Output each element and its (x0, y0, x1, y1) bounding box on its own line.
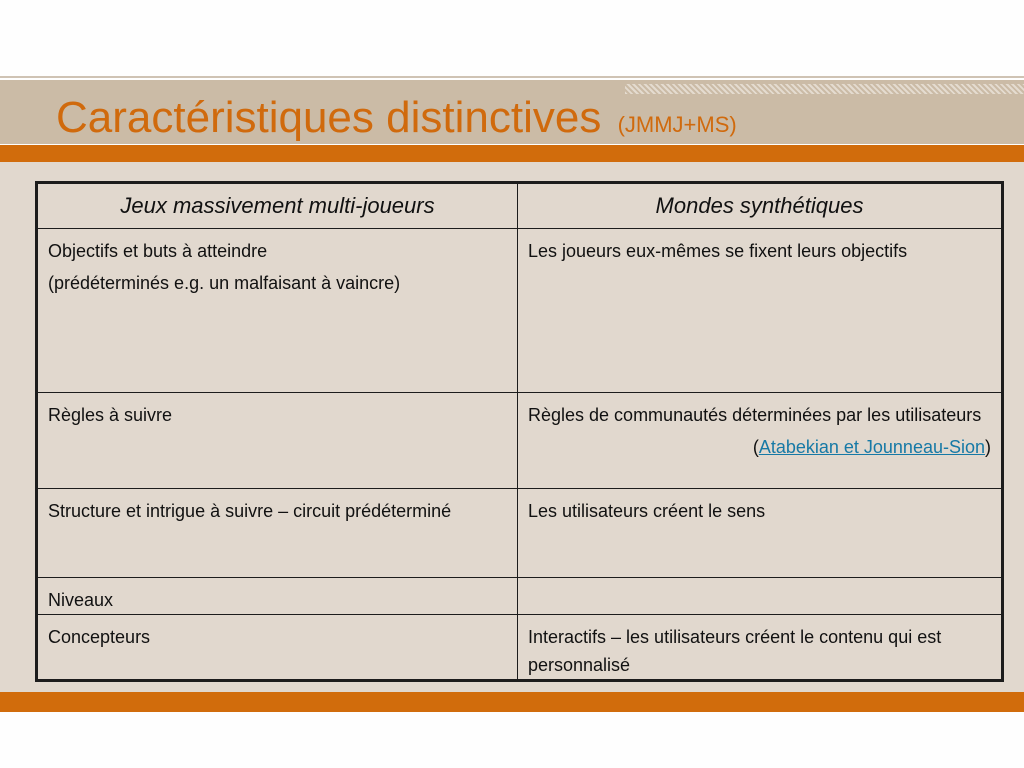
comparison-table (35, 181, 1004, 682)
cell-text: Niveaux (48, 590, 114, 610)
cell-text: (prédéterminés e.g. un malfaisant à vaincre) (48, 273, 401, 293)
table-row (37, 578, 1003, 615)
cell-text: Règles à suivre (48, 405, 173, 425)
table-row (37, 229, 1003, 393)
cell-right (518, 489, 1003, 578)
header-synthetic-worlds: Mondes synthétiques (518, 183, 1003, 229)
cell-left (37, 229, 518, 393)
cell-right (518, 229, 1003, 393)
reference (528, 433, 991, 461)
table-row (37, 393, 1003, 489)
reference-link[interactable]: Atabekian et Jounneau-Sion (758, 437, 985, 457)
reference-open-paren: ( (752, 437, 759, 457)
cell-text: Interactifs – les utilisateurs créent le contenu qui est personnalisé (528, 627, 942, 675)
cell-text: Les utilisateurs créent le sens (528, 501, 766, 521)
cell-text: Les joueurs eux-mêmes se fixent leurs objectifs (528, 241, 908, 261)
cell-left (37, 578, 518, 615)
slide-title-text: Caractéristiques distinctives (56, 93, 602, 142)
cell-right (518, 615, 1003, 681)
table-row (37, 615, 1003, 681)
orange-bar-bottom (0, 692, 1024, 712)
slide-title (56, 92, 737, 151)
header-mmog: Jeux massivement multi-joueurs (37, 183, 518, 229)
cell-right (518, 578, 1003, 615)
table-row (37, 489, 1003, 578)
cell-text: Règles de communautés déterminées par les utilisateurs (528, 405, 982, 425)
cell-left (37, 489, 518, 578)
cell-text: Objectifs et buts à atteindre (48, 241, 268, 261)
cell-left (37, 615, 518, 681)
slide-title-suffix: (JMMJ+MS) (617, 112, 737, 137)
orange-bar-top (0, 145, 1024, 162)
cell-text: Concepteurs (48, 627, 151, 647)
cell-text: Structure et intrigue à suivre – circuit prédéterminé (48, 501, 452, 521)
top-divider (0, 76, 1024, 78)
reference-close-paren: ) (985, 437, 991, 457)
cell-right (518, 393, 1003, 489)
table-header-row (37, 183, 1003, 229)
cell-left (37, 393, 518, 489)
